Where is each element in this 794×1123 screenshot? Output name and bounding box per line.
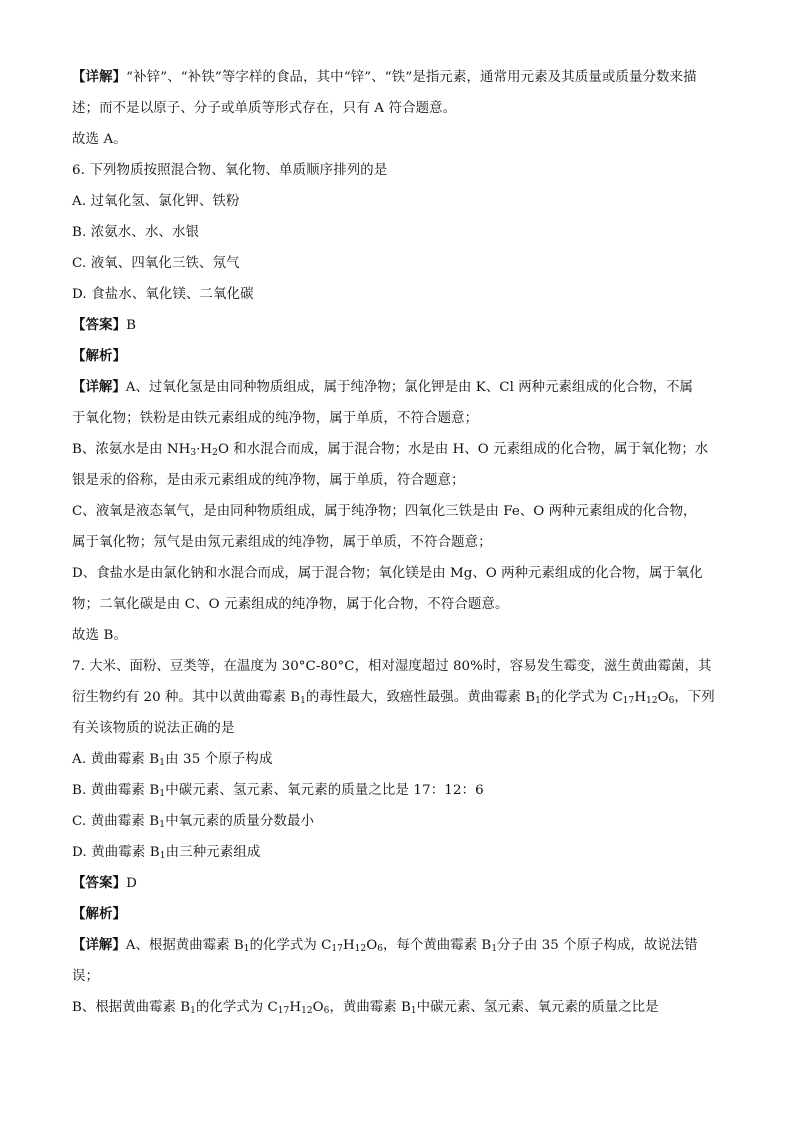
text-line: [72, 372, 728, 403]
subscript: 3: [190, 448, 197, 458]
line-text: 于氧化物；铁粉是由铁元素组成的纯净物，属于单质，不符合题意；: [72, 411, 479, 426]
line-text: 分子由 35 个原子构成，故说法错: [497, 938, 698, 953]
line-text: C. 液氧、四氧化三铁、氖气: [72, 256, 240, 271]
line-text: O: [312, 1000, 324, 1015]
text-line: [72, 124, 728, 155]
answer-line: [72, 310, 728, 341]
subscript: 1: [243, 944, 250, 954]
subscript: 17: [331, 944, 343, 954]
line-text: A. 黄曲霉素 B: [72, 752, 160, 767]
question-stem: [72, 682, 728, 713]
line-text: D、食盐水是由氯化钠和水混合而成，属于混合物；氧化镁是由 Mg、O 两种元素组成的化合物，属于氧化: [72, 566, 703, 581]
text-line: [72, 434, 728, 465]
line-text: 故选 A。: [72, 132, 127, 147]
text-line: [72, 961, 728, 992]
line-text: 7. 大米、面粉、豆类等，在温度为 30°C-80°C，相对湿度超过 80%时，容易发生霉变，滋生黄曲霉菌，其: [72, 659, 712, 674]
subscript: 6: [668, 696, 675, 706]
line-text: B: [126, 318, 137, 333]
subscript: 1: [159, 789, 166, 799]
line-text: 述；而不是以原子、分子或单质等形式存在，只有 A 符合题意。: [72, 101, 457, 116]
question-stem: [72, 713, 728, 744]
subscript: 6: [323, 1006, 330, 1016]
line-text: ，黄曲霉素 B: [329, 1000, 411, 1015]
line-text: 的化学式为 C: [195, 1000, 278, 1015]
line-text: 由 35 个原子构成: [165, 752, 273, 767]
text-line: [72, 403, 728, 434]
text-line: [72, 558, 728, 589]
line-text: O: [366, 938, 378, 953]
line-text: ·H: [196, 442, 213, 457]
line-text: 有关该物质的说法正确的是: [72, 721, 235, 736]
line-text: 银是汞的俗称，是由汞元素组成的纯净物，属于单质，符合题意；: [72, 473, 465, 488]
subscript: 1: [535, 696, 541, 706]
subscript: 12: [301, 1006, 313, 1016]
answer-line: [72, 868, 728, 899]
subscript: 2: [212, 448, 218, 458]
line-text: D: [126, 876, 138, 891]
text-line: [72, 93, 728, 124]
line-text: “补锌”、“补铁”等字样的食品，其中“锌”、“铁”是指元素，通常用元素及其质量或质量分数来描: [126, 70, 697, 85]
line-text: D. 食盐水、氧化镁、二氧化碳: [72, 287, 254, 302]
line-text: B. 黄曲霉素 B: [72, 783, 160, 798]
line-text: 误；: [72, 969, 100, 984]
analysis-heading: [72, 899, 728, 930]
line-text: H: [634, 690, 647, 705]
subscript: 1: [300, 696, 306, 706]
section-tag: 【答案】: [72, 317, 127, 333]
line-text: 故选 B。: [72, 628, 128, 643]
line-text: 的化学式为 C: [540, 690, 623, 705]
text-line: [72, 496, 728, 527]
document-page: [72, 62, 728, 1023]
subscript: 12: [354, 944, 367, 954]
option-line: [72, 806, 728, 837]
subscript: 17: [277, 1006, 290, 1016]
subscript: 17: [622, 696, 635, 706]
line-text: A、根据黄曲霉素 B: [125, 938, 244, 953]
section-tag: 【详解】: [72, 937, 126, 953]
text-line: [72, 930, 728, 961]
line-text: D. 黄曲霉素 B: [72, 845, 160, 860]
subscript: 1: [159, 851, 166, 861]
option-line: [72, 837, 728, 868]
text-line: [72, 527, 728, 558]
line-text: B、根据黄曲霉素 B: [72, 1000, 191, 1015]
subscript: 1: [491, 944, 498, 954]
option-line: [72, 744, 728, 775]
line-text: B、浓氨水是由 NH: [72, 442, 191, 457]
section-tag: 【解析】: [72, 906, 127, 922]
section-tag: 【答案】: [72, 875, 127, 891]
subscript: 12: [646, 696, 658, 706]
line-text: 由三种元素组成: [165, 845, 261, 860]
subscript: 1: [190, 1006, 196, 1016]
line-text: O: [657, 690, 669, 705]
subscript: 1: [410, 1006, 417, 1016]
option-line: [72, 279, 728, 310]
option-line: [72, 186, 728, 217]
section-tag: 【详解】: [72, 69, 127, 85]
line-text: A、过氧化氢是由同种物质组成，属于纯净物；氯化钾是由 K、Cl 两种元素组成的化合物，不属: [125, 380, 693, 395]
text-line: [72, 62, 728, 93]
line-text: B. 浓氨水、水、水银: [72, 225, 200, 240]
text-line: [72, 589, 728, 620]
subscript: 6: [377, 944, 384, 954]
line-text: 中碳元素、氢元素、氧元素的质量之比是 17：12：6: [165, 783, 484, 798]
line-text: H: [342, 938, 355, 953]
text-line: [72, 465, 728, 496]
line-text: O 和水混合而成，属于混合物；水是由 H、O 元素组成的化合物，属于氧化物；水: [217, 442, 709, 457]
text-line: [72, 620, 728, 651]
line-text: 的毒性最大，致癌性最强。黄曲霉素 B: [305, 690, 536, 705]
analysis-heading: [72, 341, 728, 372]
text-line: [72, 992, 728, 1023]
section-tag: 【解析】: [72, 348, 127, 364]
line-text: 属于氧化物；氖气是由氖元素组成的纯净物，属于单质，不符合题意；: [72, 535, 492, 550]
line-text: A. 过氧化氢、氯化钾、铁粉: [72, 194, 240, 209]
question-stem: [72, 651, 728, 682]
line-text: C. 黄曲霉素 B: [72, 814, 160, 829]
line-text: ，每个黄曲霉素 B: [383, 938, 492, 953]
option-line: [72, 248, 728, 279]
line-text: H: [289, 1000, 302, 1015]
line-text: 物；二氧化碳是由 C、O 元素组成的纯净物，属于化合物，不符合题意。: [72, 597, 509, 612]
line-text: 中碳元素、氢元素、氧元素的质量之比是: [416, 1000, 659, 1015]
line-text: 的化学式为 C: [249, 938, 332, 953]
line-text: 衍生物约有 20 种。其中以黄曲霉素 B: [72, 690, 301, 705]
subscript: 1: [159, 758, 166, 768]
subscript: 1: [159, 820, 166, 830]
line-text: 6. 下列物质按照混合物、氧化物、单质顺序排列的是: [72, 163, 388, 178]
option-line: [72, 775, 728, 806]
line-text: C、液氧是液态氧气，是由同种物质组成，属于纯净物；四氧化三铁是由 Fe、O 两种元素组成的化合物，: [72, 504, 697, 519]
line-text: 中氧元素的质量分数最小: [165, 814, 315, 829]
line-text: ，下列: [674, 690, 715, 705]
option-line: [72, 217, 728, 248]
section-tag: 【详解】: [72, 379, 126, 395]
question-stem: [72, 155, 728, 186]
